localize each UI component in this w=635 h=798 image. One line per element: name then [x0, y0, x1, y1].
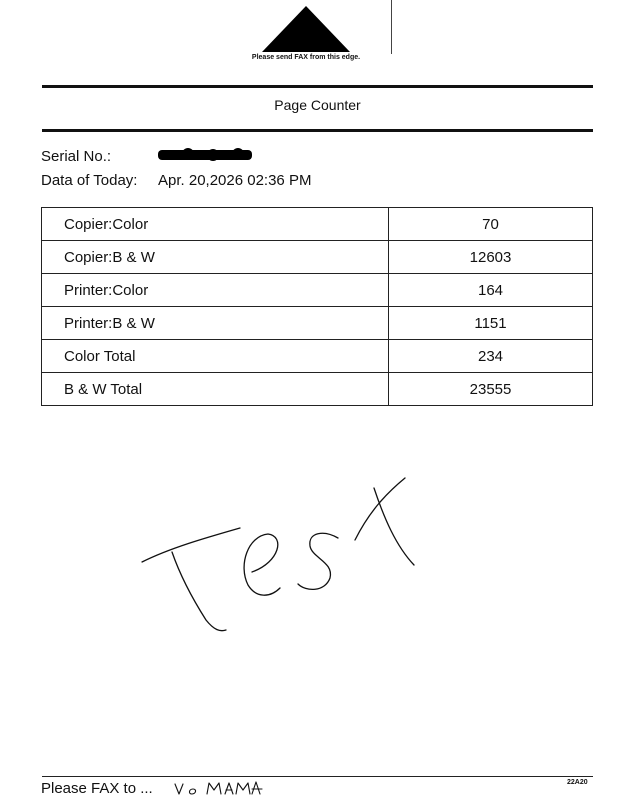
counter-value: 23555 — [389, 373, 593, 406]
title-top-rule — [42, 85, 593, 88]
counter-name: Printer:B & W — [42, 307, 389, 340]
counter-value: 70 — [389, 208, 593, 241]
page-title: Page Counter — [274, 97, 361, 113]
fax-edge-arrow-icon — [262, 6, 350, 52]
page-counter-table — [41, 207, 593, 406]
fold-line — [391, 0, 392, 54]
table-row — [42, 307, 593, 340]
counter-value: 12603 — [389, 241, 593, 274]
fax-edge-note: Please send FAX from this edge. — [251, 54, 361, 61]
table-row — [42, 208, 593, 241]
table-row — [42, 340, 593, 373]
form-code: 22A20 — [567, 779, 588, 786]
date-value: Apr. 20,2026 02:36 PM — [158, 172, 312, 189]
counter-name: Printer:Color — [42, 274, 389, 307]
counter-value: 234 — [389, 340, 593, 373]
serial-number-label: Serial No.: — [41, 148, 112, 165]
counter-name: Color Total — [42, 340, 389, 373]
counter-name: Copier:Color — [42, 208, 389, 241]
counter-value: 164 — [389, 274, 593, 307]
date-label: Data of Today: — [41, 172, 138, 189]
handwritten-fax-recipient — [173, 778, 263, 798]
footer-rule — [42, 776, 593, 777]
table-row — [42, 373, 593, 406]
fax-to-label: Please FAX to ... — [41, 780, 153, 797]
title-bottom-rule — [42, 129, 593, 132]
counter-name: B & W Total — [42, 373, 389, 406]
counter-value: 1151 — [389, 307, 593, 340]
table-row — [42, 241, 593, 274]
serial-number-redacted — [158, 148, 252, 162]
counter-name: Copier:B & W — [42, 241, 389, 274]
handwritten-test-annotation — [130, 470, 430, 635]
table-row — [42, 274, 593, 307]
